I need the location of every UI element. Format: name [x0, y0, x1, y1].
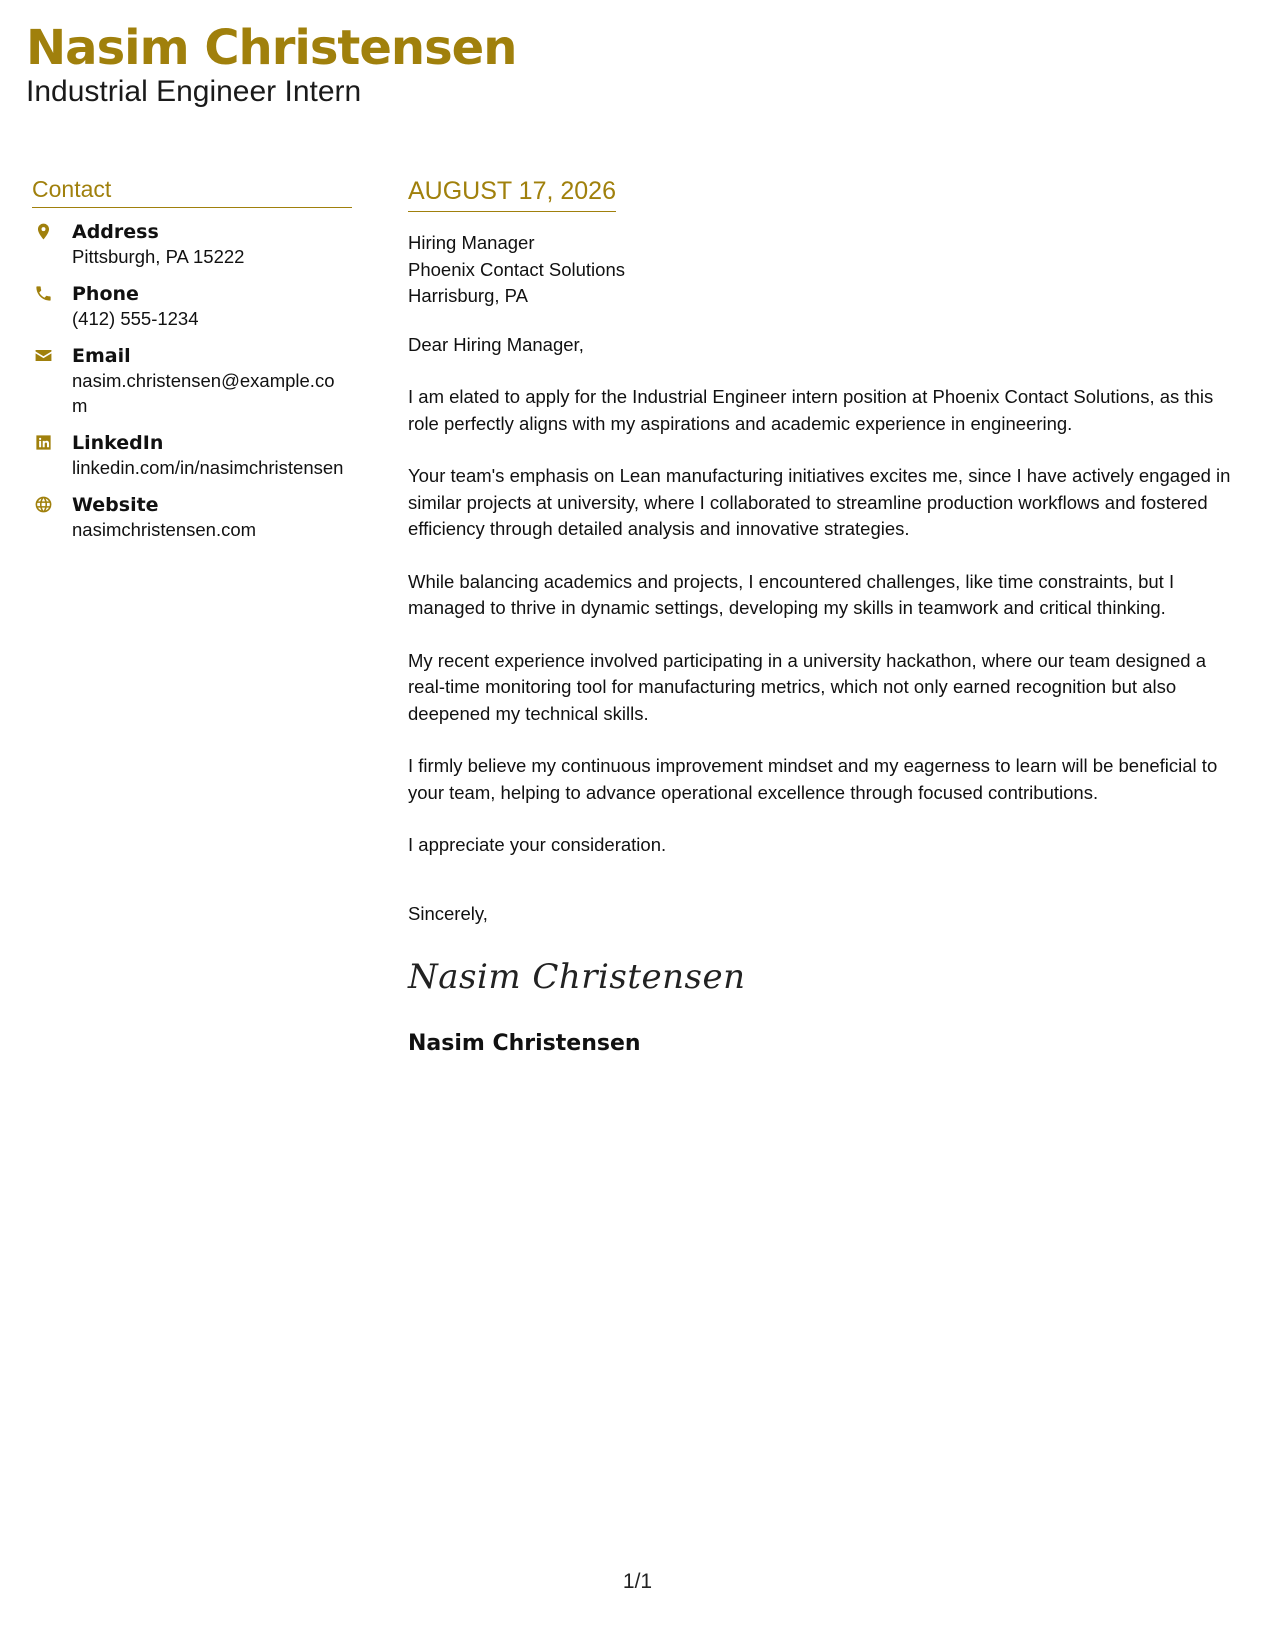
website-value[interactable]: nasimchristensen.com — [72, 518, 257, 540]
contact-list — [32, 220, 352, 542]
letter-date: AUGUST 17, 2026 — [408, 176, 616, 212]
closing: Sincerely, — [408, 902, 488, 924]
address-label: Address — [72, 220, 159, 243]
recipient-location: Harrisburg, PA — [408, 285, 528, 306]
letter-paragraph: While balancing academics and projects, I encountered challenges, like time constraints, but I managed to thrive in dynamic settings, developing my skills in teamwork and critical thinking. — [408, 570, 1175, 618]
letter-body — [408, 176, 1248, 1056]
contact-item-email — [32, 344, 352, 418]
phone-icon — [32, 282, 72, 306]
candidate-name: Nasim Christensen — [26, 20, 517, 76]
letter-paragraph: I appreciate your consideration. — [408, 834, 667, 855]
linkedin-label: LinkedIn — [72, 431, 164, 454]
linkedin-icon — [32, 431, 72, 455]
contact-heading: Contact — [32, 176, 352, 208]
email-value[interactable]: nasim.christensen@example.com — [72, 369, 335, 416]
contact-item-linkedin — [32, 431, 352, 480]
salutation: Dear Hiring Manager, — [408, 333, 584, 355]
recipient-block — [408, 230, 1248, 310]
linkedin-value[interactable]: linkedin.com/in/nasimchristensen — [72, 456, 344, 478]
website-label: Website — [72, 493, 159, 516]
letter-paragraph: I firmly believe my continuous improvement mindset and my eagerness to learn will be beneficial to your team, helping to advance operational excellence through focused contributions. — [408, 755, 1218, 803]
contact-item-website — [32, 493, 352, 542]
letter-paragraph: Your team's emphasis on Lean manufacturing initiatives excites me, since I have actively engaged in similar projects at university, where I collaborated to streamline production workflows and fostered efficiency through detailed analysis and innovative strategies. — [408, 465, 1231, 539]
email-label: Email — [72, 344, 131, 367]
contact-item-phone — [32, 282, 352, 331]
address-value: Pittsburgh, PA 15222 — [72, 245, 245, 267]
phone-label: Phone — [72, 282, 139, 305]
contact-sidebar — [32, 176, 352, 555]
globe-icon — [32, 493, 72, 517]
recipient-name: Hiring Manager — [408, 232, 535, 253]
job-title: Industrial Engineer Intern — [26, 74, 362, 108]
contact-item-address — [32, 220, 352, 269]
handwritten-signature: Nasim Christensen — [408, 956, 746, 997]
letter-content — [408, 332, 1248, 859]
letter-paragraph: My recent experience involved participating in a university hackathon, where our team designed a real-time monitoring tool for manufacturing metrics, which not only earned recognition but also deepened my technical skills. — [408, 649, 1207, 724]
page-number: 1/1 — [622, 1570, 653, 1593]
recipient-company: Phoenix Contact Solutions — [408, 258, 625, 280]
resume-header — [26, 22, 516, 108]
map-pin-icon — [32, 220, 72, 244]
phone-value: (412) 555-1234 — [72, 307, 199, 329]
signer-name: Nasim Christensen — [408, 1030, 641, 1056]
envelope-icon — [32, 344, 72, 368]
letter-paragraph: I am elated to apply for the Industrial Engineer intern position at Phoenix Contact Solutions, as this role perfectly aligns with my aspirations and academic experience in engineering. — [408, 386, 1214, 434]
